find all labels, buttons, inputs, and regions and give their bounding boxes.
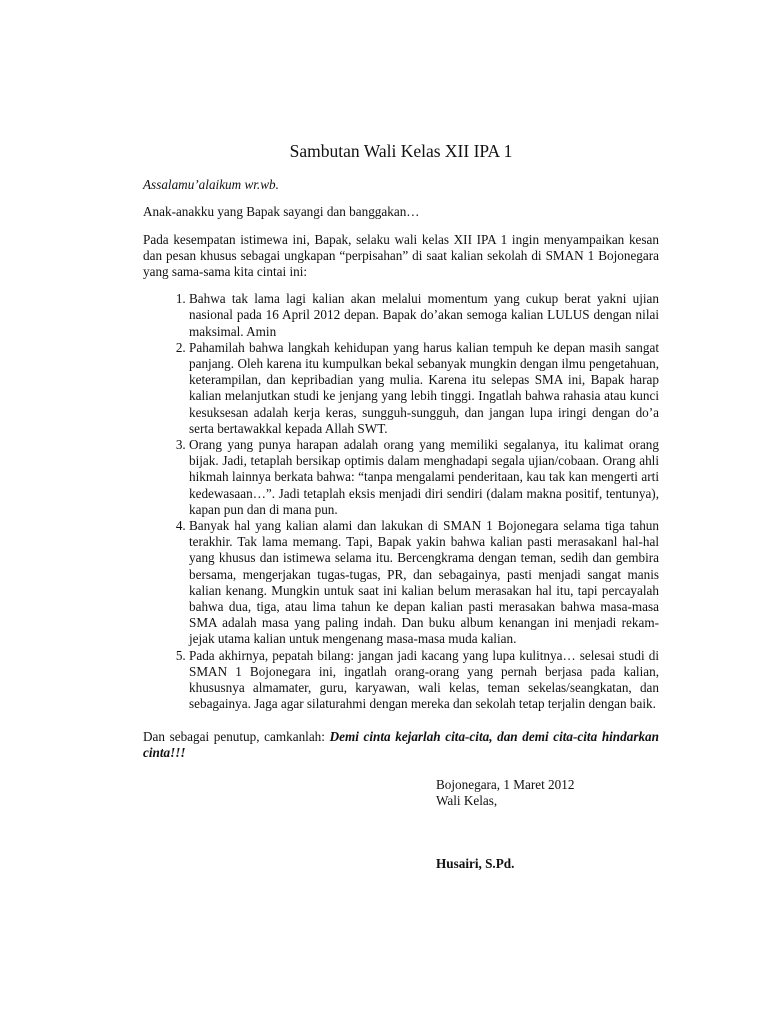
letter-body — [143, 143, 659, 873]
list-item: 3. Orang yang punya harapan adalah orang yang memiliki segalanya, itu kalimat orang bijak. Jadi, tetaplah bersikap optimis dalam menghadapi segala ujian/cobaan. Orang ahli hikmah lainnya berkata bahwa: “tanpa mengalami penderitaan, kau tak kan mengerti arti kedewasaan…”. Jadi tetaplah eksis menjadi diri sendiri (dalam makna positif, tentunya), kapan pun dan di mana pun. — [189, 437, 659, 518]
signature-block — [436, 777, 659, 809]
signer-name: Husairi, S.Pd. — [436, 856, 515, 872]
signer-role: Wali Kelas, — [436, 793, 498, 809]
list-item: 5. Pada akhirnya, pepatah bilang: jangan jadi kacang yang lupa kulitnya… selesai studi di SMAN 1 Bojonegara ini, ingatlah orang-orang yang pernah berjasa pada kalian, khususnya almamater, guru, karyawan, wali kelas, teman sekelas/seangkatan, dan sebagainya. Jaga agar silaturahmi dengan mereka dan sekolah tetap terjalin dengan baik. — [189, 648, 659, 713]
closing-lead: Dan sebagai penutup, camkanlah: — [143, 728, 330, 744]
message-list — [143, 291, 659, 712]
intro-paragraph: Pada kesempatan istimewa ini, Bapak, selaku wali kelas XII IPA 1 ingin menyampaikan kesan dan pesan khusus sebagai ungkapan “perpisahan” di saat kalian sekolah di SMAN 1 Bojonegara yang sama-sama kita cintai ini: — [143, 231, 659, 280]
list-item: 2. Pahamilah bahwa langkah kehidupan yang harus kalian tempuh ke depan masih sangat panjang. Oleh karena itu kumpulkan bekal sebanyak mungkin dengan ilmu pengetahuan, keterampilan, dan kepribadian yang mulia. Karena itu selepas SMA ini, Bapak harap kalian melanjutkan studi ke jenjang yang lebih tinggi. Ingatlah bahwa rahasia atau kunci kesuksesan adalah kerja keras, sungguh-sungguh, dan jangan lupa iringi dengan do’a serta bertawakkal kepada Allah SWT. — [189, 340, 659, 437]
salutation: Anak-anakku yang Bapak sayangi dan banggakan… — [143, 204, 420, 220]
document-title: Sambutan Wali Kelas XII IPA 1 — [289, 141, 513, 161]
closing-motto: Demi cinta kejarlah cita-cita, dan demi cita-cita hindarkan cinta!!! — [143, 728, 659, 760]
list-item: 4. Banyak hal yang kalian alami dan lakukan di SMAN 1 Bojonegara selama tiga tahun terakhir. Tak lama memang. Tapi, Bapak yakin bahwa kalian pasti merasakanl hal-hal yang khusus dan istimewa selama itu. Bercengkrama dengan teman, sedih dan gembira bersama, mengerjakan tugas-tugas, PR, dan sebagainya, pasti menjadi sangat manis kalian kenang. Mungkin untuk saat ini kalian belum merasakan hal itu, tapi percayalah bahwa dua, tiga, atau lima tahun ke depan kalian pasti merasakan bahwa masa-masa SMA adalah masa yang paling indah. Dan buku album kenangan ini menjadi rekam-jejak utama kalian untuk mengenang masa-masa muda kalian. — [189, 518, 659, 648]
greeting: Assalamu’alaikum wr.wb. — [143, 177, 279, 193]
closing-paragraph — [143, 729, 659, 761]
place-date: Bojonegara, 1 Maret 2012 — [436, 776, 575, 792]
list-item: 1. Bahwa tak lama lagi kalian akan melalui momentum yang cukup berat yakni ujian nasional pada 16 April 2012 depan. Bapak do’akan semoga kalian LULUS dengan nilai maksimal. Amin — [189, 291, 659, 340]
